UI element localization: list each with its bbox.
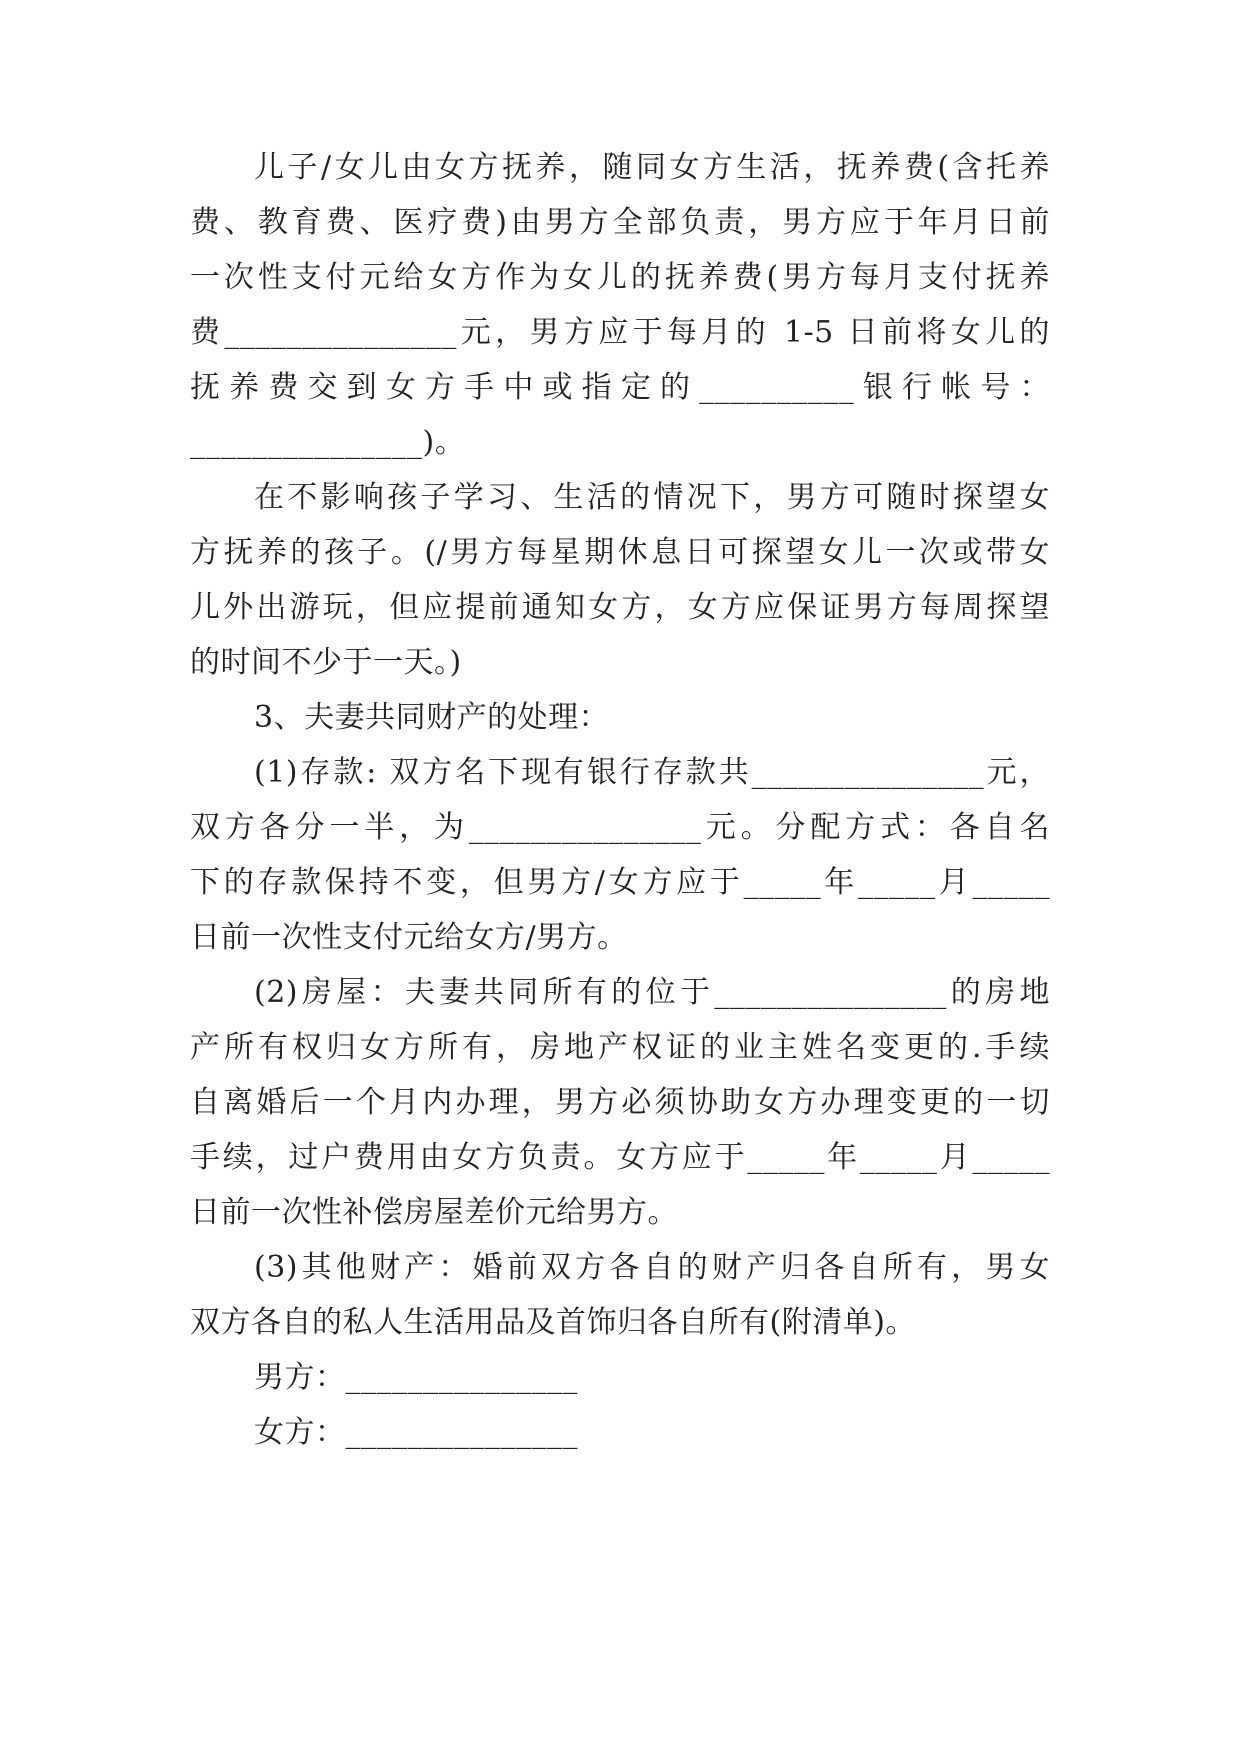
paragraph-line: 抚养费交到女方手中或指定的__________银行帐号： — [190, 370, 1050, 405]
paragraph-line: 方抚养的孩子。(/男方每星期休息日可探望女儿一次或带女 — [190, 535, 1050, 570]
paragraph-line: (3)其他财产：婚前双方各自的财产归各自所有，男女 — [254, 1250, 1050, 1285]
paragraph-line: 产所有权归女方所有，房地产权证的业主姓名变更的.手续 — [190, 1030, 1050, 1065]
paragraph-line: 儿外出游玩，但应提前通知女方，女方应保证男方每周探望 — [190, 590, 1050, 625]
paragraph-line: 日前一次性支付元给女方/男方。 — [190, 920, 628, 955]
paragraph-line: 双方各分一半，为_______________元。分配方式：各自名 — [190, 810, 1050, 845]
paragraph-line: (1)存款: 双方名下现有银行存款共_______________元， — [254, 755, 1050, 790]
paragraph-line: 日前一次性补偿房屋差价元给男方。 — [190, 1195, 678, 1230]
paragraph-line: 在不影响孩子学习、生活的情况下，男方可随时探望女 — [254, 480, 1050, 515]
paragraph-line: 的时间不少于一天。) — [190, 645, 462, 680]
section-heading: 3、夫妻共同财产的处理： — [254, 700, 610, 735]
paragraph-line: 下的存款保持不变，但男方/女方应于_____年_____月_____ — [190, 865, 1050, 900]
paragraph-line: 自离婚后一个月内办理，男方必须协助女方办理变更的一切 — [190, 1085, 1050, 1120]
signature-line-male: 男方：_______________ — [254, 1360, 578, 1395]
paragraph-line: 一次性支付元给女方作为女儿的抚养费(男方每月支付抚养 — [190, 260, 1050, 295]
paragraph-line: _______________)。 — [190, 425, 466, 460]
paragraph-line: 儿子/女儿由女方抚养，随同女方生活，抚养费(含托养 — [254, 150, 1050, 185]
paragraph-line: 手续，过户费用由女方负责。女方应于_____年_____月_____ — [190, 1140, 1050, 1175]
paragraph-line: 费、教育费、医疗费)由男方全部负责，男方应于年月日前 — [190, 205, 1050, 240]
paragraph-line: 费_______________元，男方应于每月的 1-5 日前将女儿的 — [190, 315, 1050, 350]
paragraph-line: (2)房屋：夫妻共同所有的位于_______________的房地 — [254, 975, 1050, 1010]
signature-line-female: 女方：_______________ — [254, 1415, 578, 1450]
paragraph-line: 双方各自的私人生活用品及首饰归各自所有(附清单)。 — [190, 1305, 916, 1340]
